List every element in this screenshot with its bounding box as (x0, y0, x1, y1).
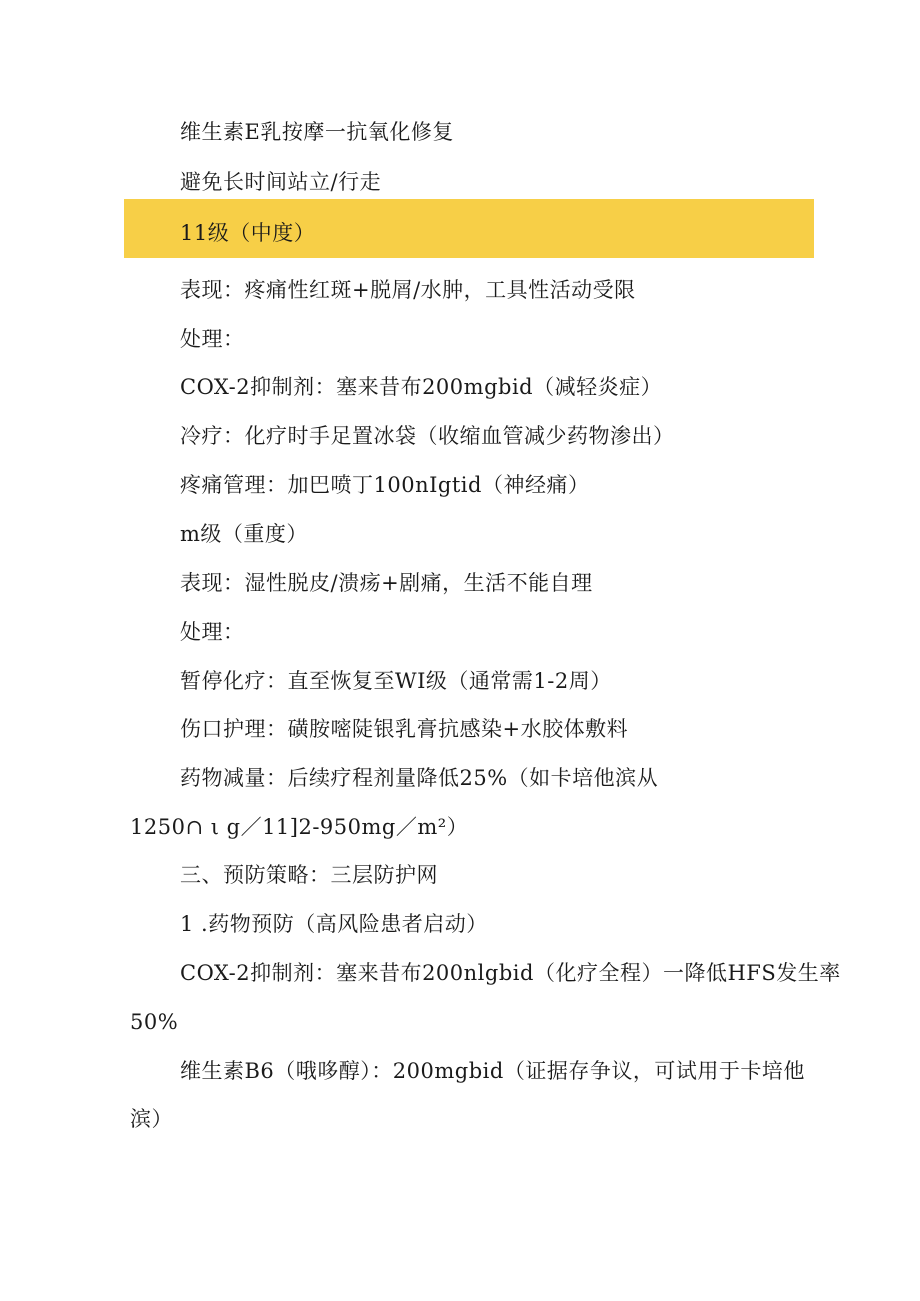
text-line-percent-50: 50% (130, 1010, 179, 1034)
text-line-treatment-label-2: 处理： (180, 620, 245, 644)
text-line-cox2-treatment: COX-2抑制剂：塞来昔布200mgbid（减轻炎症） (180, 375, 663, 399)
text-line-dose-values: 1250∩ ι g／11]2-950mg／m²） (130, 815, 469, 839)
heading-grade-iii: m级（重度） (180, 522, 308, 546)
text-line-treatment-label-1: 处理： (180, 327, 245, 351)
heading-grade-ii: 11级（中度） (180, 221, 316, 245)
text-line-vitamin-e: 维生素E乳按摩一抗氧化修复 (180, 120, 454, 144)
section-heading-prevention: 三、预防策略：三层防护网 (180, 863, 438, 887)
text-line-pain-management: 疼痛管理：加巴喷丁100nIgtid（神经痛） (180, 473, 590, 497)
text-line-grade-ii-symptoms: 表现：疼痛性红斑+脱屑/水肿，工具性活动受限 (180, 278, 636, 302)
text-line-vitamin-b6: 维生素B6（哦哆醇）：200mgbid（证据存争议，可试用于卡培他 (180, 1059, 805, 1083)
text-line-wound-care: 伤口护理：磺胺嘧陡银乳膏抗感染+水胶体敷料 (180, 717, 629, 741)
subheading-drug-prevention: 1 .药物预防（高风险患者启动） (180, 912, 488, 936)
text-line-grade-iii-symptoms: 表现：湿性脱皮/溃疡+剧痛，生活不能自理 (180, 571, 593, 595)
text-line-avoid-standing: 避免长时间站立/行走 (180, 170, 382, 194)
text-line-cox2-prevention: COX-2抑制剂：塞来昔布200nlgbid（化疗全程）一降低HFS发生率 (180, 961, 841, 985)
text-line-pause-chemo: 暂停化疗：直至恢复至WI级（通常需1-2周） (180, 669, 612, 693)
text-line-dose-reduction: 药物减量：后续疗程剂量降低25%（如卡培他滨从 (180, 766, 659, 790)
text-line-capecitabine: 滨） (130, 1107, 173, 1131)
text-line-cold-therapy: 冷疗：化疗时手足置冰袋（收缩血管减少药物渗出） (180, 424, 675, 448)
